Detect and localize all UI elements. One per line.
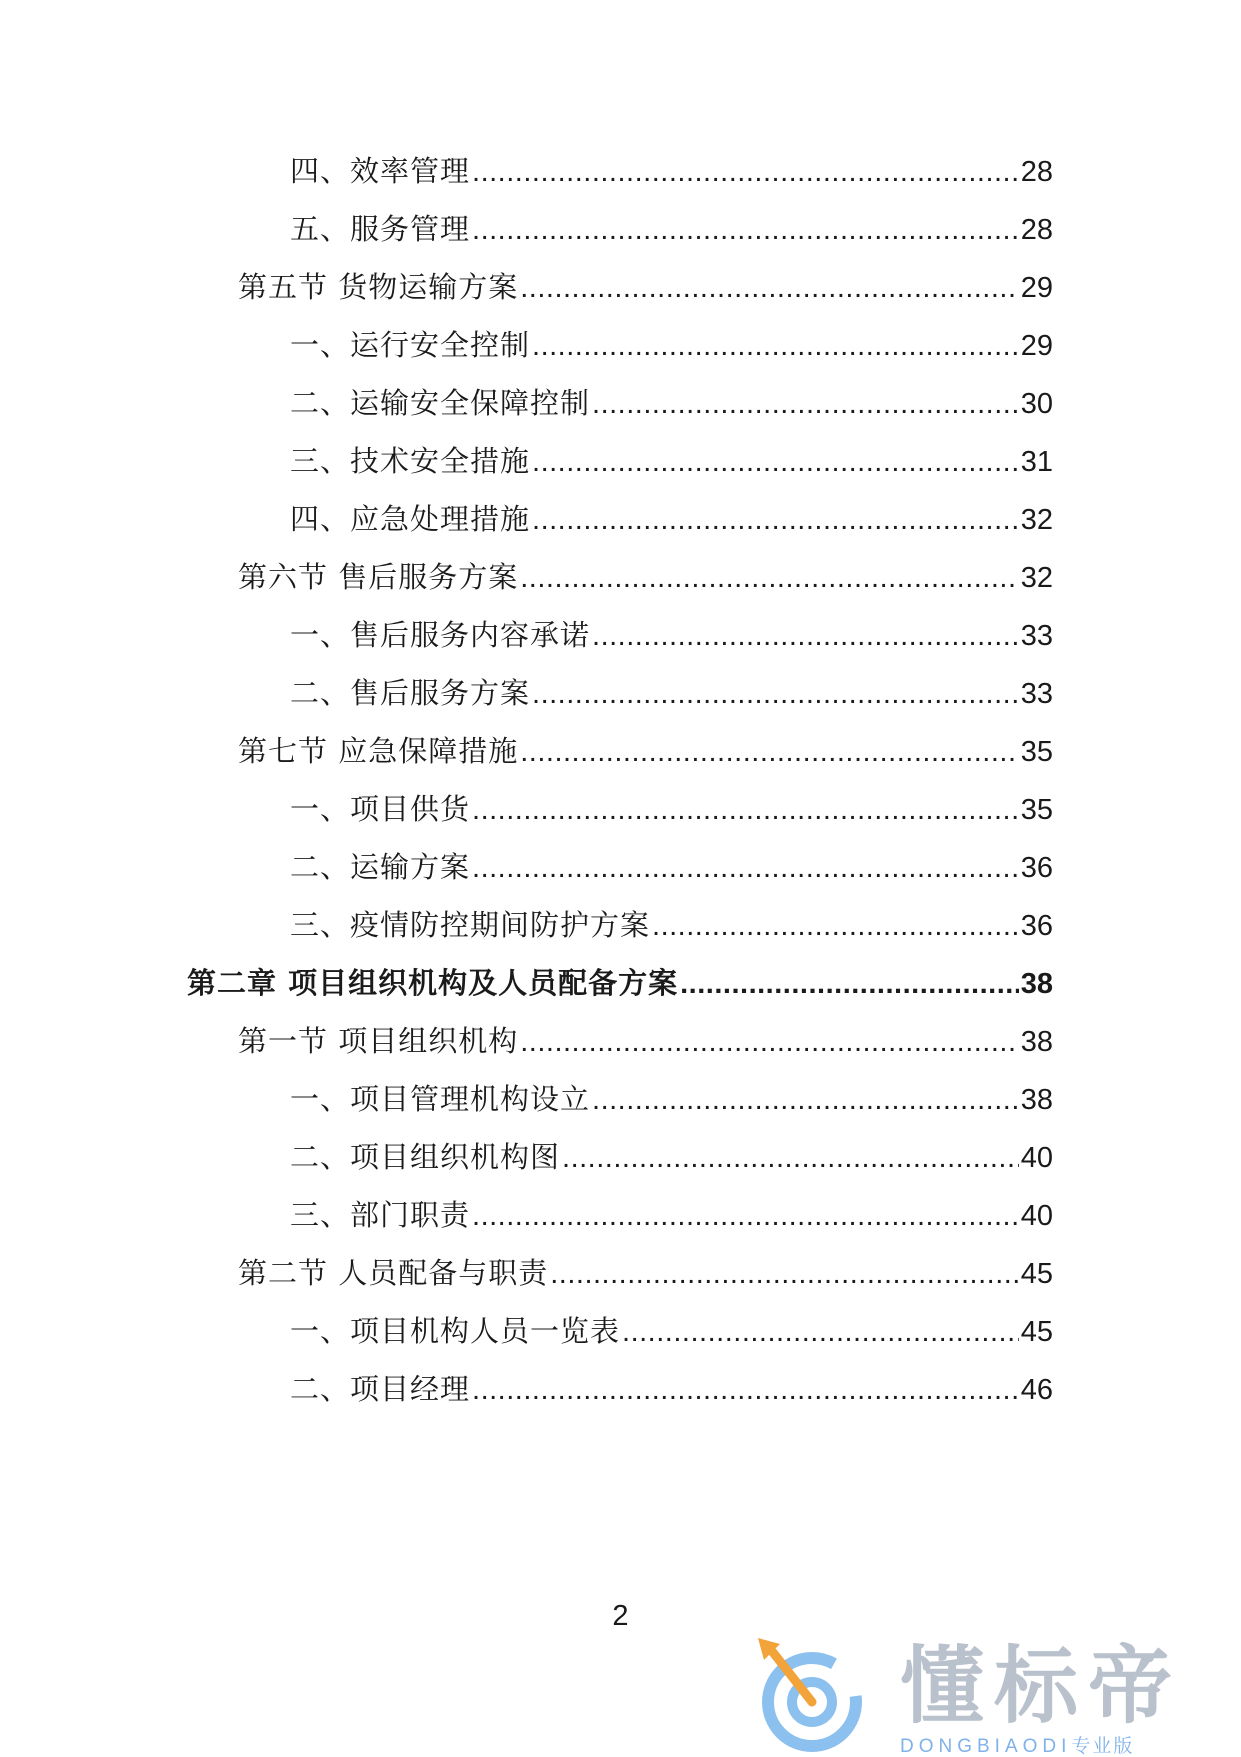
toc-entry-title: 第七节 应急保障措施: [238, 734, 519, 768]
toc-entry-title: 一、项目供货: [290, 792, 471, 826]
toc-entry-page: 45: [1020, 1316, 1053, 1348]
toc-entry-page: 38: [1020, 1084, 1053, 1116]
toc-leader-dots: [532, 442, 1019, 482]
toc-entry-title: 三、疫情防控期间防护方案: [290, 908, 651, 942]
toc-entry[interactable]: [290, 383, 1053, 423]
toc-entry-title: 第六节 售后服务方案: [238, 560, 519, 594]
toc-entry-page: 40: [1020, 1142, 1053, 1174]
toc-entry-page: 33: [1020, 620, 1053, 652]
toc-entry-page: 46: [1020, 1374, 1053, 1406]
toc-leader-dots: [472, 152, 1019, 192]
toc-entry[interactable]: [290, 209, 1053, 249]
toc-entry-page: 36: [1020, 910, 1053, 942]
toc-leader-dots: [652, 906, 1019, 946]
watermark-edition: 专业版: [1071, 1735, 1135, 1757]
toc-entry-title: 第二章 项目组织机构及人员配备方案: [187, 966, 679, 1000]
toc-entry-page: 45: [1020, 1258, 1053, 1290]
toc-entry[interactable]: [290, 673, 1053, 713]
toc-entry-page: 29: [1020, 272, 1053, 304]
toc-entry-title: 二、运输方案: [290, 850, 471, 884]
toc-entry[interactable]: [290, 905, 1053, 945]
toc-entry-title: 三、部门职责: [290, 1198, 471, 1232]
toc-leader-dots: [472, 1196, 1019, 1236]
toc-entry[interactable]: [290, 1195, 1053, 1235]
toc-leader-dots: [520, 268, 1019, 308]
watermark-brand-name: 懂标帝: [900, 1637, 1183, 1735]
toc-entry-page: 32: [1020, 504, 1053, 536]
toc-leader-dots: [592, 1080, 1019, 1120]
toc-entry[interactable]: [290, 151, 1053, 191]
toc-entry-title: 第二节 人员配备与职责: [238, 1256, 549, 1290]
toc-entry[interactable]: [290, 1137, 1053, 1177]
toc-entry-page: 29: [1020, 330, 1053, 362]
target-arrow-icon: [750, 1636, 880, 1754]
toc-leader-dots: [520, 1022, 1019, 1062]
toc-leader-dots: [472, 848, 1019, 888]
toc-leader-dots: [472, 1370, 1019, 1410]
page-number: 2: [612, 1600, 629, 1632]
toc-entry-page: 35: [1020, 794, 1053, 826]
toc-entry[interactable]: [238, 557, 1053, 597]
toc-entry-title: 三、技术安全措施: [290, 444, 531, 478]
toc-entry-title: 二、项目组织机构图: [290, 1140, 561, 1174]
brand-watermark: [750, 1636, 1230, 1757]
toc-entry[interactable]: [290, 499, 1053, 539]
toc-leader-dots: [592, 616, 1019, 656]
toc-leader-dots: [562, 1138, 1019, 1178]
toc-entry-title: 二、项目经理: [290, 1372, 471, 1406]
toc-entry[interactable]: [290, 441, 1053, 481]
toc-entry-page: 38: [1020, 1026, 1053, 1058]
toc-entry-title: 五、服务管理: [290, 212, 471, 246]
toc-entry[interactable]: [290, 1311, 1053, 1351]
toc-entry[interactable]: [290, 1369, 1053, 1409]
toc-entry-page: 32: [1020, 562, 1053, 594]
toc-entry-page: 31: [1020, 446, 1053, 478]
toc-entry-title: 一、售后服务内容承诺: [290, 618, 591, 652]
toc-entry-title: 一、项目管理机构设立: [290, 1082, 591, 1116]
toc-entry-page: 38: [1020, 968, 1053, 1000]
toc-entry-page: 36: [1020, 852, 1053, 884]
toc-entry[interactable]: [238, 267, 1053, 307]
toc-chapter-entry[interactable]: [187, 963, 1053, 1003]
toc-entry-page: 40: [1020, 1200, 1053, 1232]
toc-leader-dots: [592, 384, 1019, 424]
toc-entry-page: 30: [1020, 388, 1053, 420]
toc-leader-dots: [472, 210, 1019, 250]
toc-entry-page: 35: [1020, 736, 1053, 768]
toc-leader-dots: [550, 1254, 1019, 1294]
toc-leader-dots: [520, 558, 1019, 598]
toc-entry-title: 一、运行安全控制: [290, 328, 531, 362]
toc-entry-title: 第五节 货物运输方案: [238, 270, 519, 304]
toc-entry-title: 一、项目机构人员一览表: [290, 1314, 621, 1348]
toc-leader-dots: [532, 500, 1019, 540]
toc-leader-dots: [472, 790, 1019, 830]
toc-entry[interactable]: [238, 731, 1053, 771]
toc-entry[interactable]: [238, 1021, 1053, 1061]
toc-entry[interactable]: [290, 847, 1053, 887]
toc-entry-page: 28: [1020, 156, 1053, 188]
toc-entry-page: 33: [1020, 678, 1053, 710]
toc-entry[interactable]: [290, 615, 1053, 655]
toc-entry[interactable]: [290, 1079, 1053, 1119]
toc-entry-title: 四、应急处理措施: [290, 502, 531, 536]
watermark-romanization: DONGBIAODI: [900, 1736, 1072, 1757]
toc-entry-page: 28: [1020, 214, 1053, 246]
toc-leader-dots: [680, 964, 1019, 1004]
toc-entry-title: 二、运输安全保障控制: [290, 386, 591, 420]
toc-entry[interactable]: [290, 325, 1053, 365]
toc-leader-dots: [520, 732, 1019, 772]
toc-entry-title: 四、效率管理: [290, 154, 471, 188]
toc-entry[interactable]: [238, 1253, 1053, 1293]
toc-entry-title: 第一节 项目组织机构: [238, 1024, 519, 1058]
toc-entry-title: 二、售后服务方案: [290, 676, 531, 710]
toc-leader-dots: [532, 326, 1019, 366]
toc-entry[interactable]: [290, 789, 1053, 829]
toc-leader-dots: [532, 674, 1019, 714]
toc-leader-dots: [622, 1312, 1019, 1352]
